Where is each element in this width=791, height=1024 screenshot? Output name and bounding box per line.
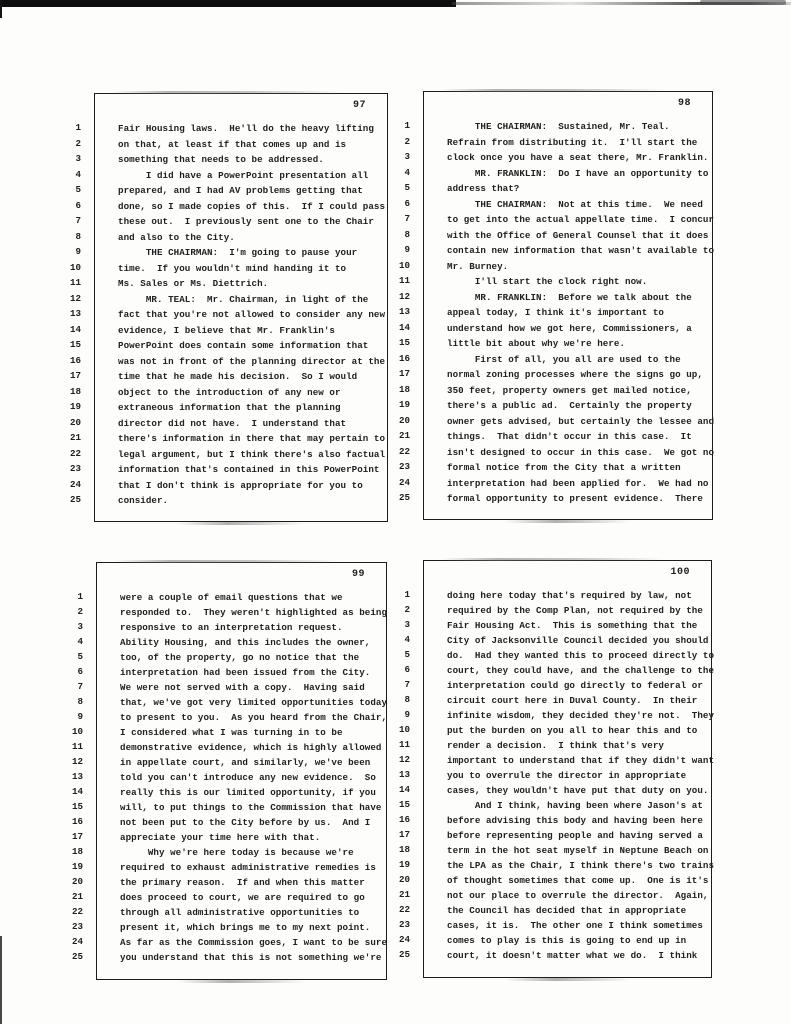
transcript-line: do. Had they wanted this to proceed directly to — [447, 650, 715, 661]
line-number: 10 — [71, 726, 83, 737]
line-number: 8 — [75, 230, 81, 242]
line-number: 25 — [398, 949, 410, 960]
transcript-line: to present to you. As you heard from the Chair, — [120, 712, 388, 723]
line-number: 19 — [398, 859, 410, 870]
transcript-line: legal argument, but I think there's also factual — [118, 448, 386, 460]
scan-artifact-top-bar — [0, 0, 456, 7]
transcript-line: isn't designed to occur in this case. We got no — [447, 446, 715, 458]
line-number: 25 — [69, 494, 81, 505]
transcript-line: appreciate your time here with that. — [120, 832, 321, 843]
line-number: 16 — [69, 354, 81, 366]
transcript-line: not been put to the City before by us. And I — [120, 817, 371, 828]
transcript-line: of thought sometimes that come up. One is it's — [447, 875, 709, 886]
transcript-line: and also to the City. — [118, 231, 235, 243]
line-number: 9 — [404, 709, 410, 720]
line-number: 1 — [404, 120, 410, 131]
transcript-line: not our place to overrule the director. Again, — [447, 890, 709, 901]
line-number: 15 — [398, 337, 410, 348]
transcript-line: Fair Housing laws. He'll do the heavy lifting — [118, 123, 374, 134]
transcript-line: court, it doesn't matter what we do. I think — [447, 950, 698, 961]
transcript-line: comes to play is this is going to end up in — [447, 935, 687, 946]
line-number: 2 — [77, 606, 83, 617]
line-number: 25 — [71, 951, 83, 962]
line-number: 4 — [75, 168, 81, 180]
transcript-line: were a couple of email questions that we — [120, 592, 343, 603]
transcript-line: information that's contained in this PowerPoint — [118, 464, 380, 475]
transcript-line: interpretation had been applied for. We had no — [447, 477, 709, 489]
line-number: 20 — [398, 414, 410, 426]
transcript-line: 350 feet, property owners get mailed notice, — [447, 384, 692, 396]
line-number: 6 — [404, 664, 410, 675]
transcript-line: infinite wisdom, they decided they're not. They — [447, 710, 715, 721]
transcript-line: interpretation could go directly to federal or — [447, 680, 703, 691]
transcript-line: the LPA as the Chair, I think there's two trains — [447, 860, 715, 871]
transcript-line: the primary reason. If and when this matter — [120, 877, 365, 888]
line-number: 20 — [69, 416, 81, 428]
transcript-line: too, of the property, go no notice that the — [120, 652, 360, 663]
line-number: 4 — [77, 636, 83, 647]
line-number: 11 — [398, 739, 410, 750]
transcript-line: on that, at least if that comes up and is — [118, 138, 347, 150]
transcript-line: doing here today that's required by law, not — [447, 590, 692, 601]
line-number: 4 — [404, 166, 410, 178]
transcript-line: consider. — [118, 495, 169, 506]
line-number: 18 — [71, 846, 83, 857]
transcript-line: that I don't think is appropriate for you to — [118, 479, 363, 491]
line-number: 1 — [404, 589, 410, 600]
line-number: 10 — [398, 724, 410, 735]
transcript-line: to get into the actual appellate time. I concur — [447, 214, 715, 225]
line-number: 9 — [77, 711, 83, 722]
transcript-page-frame — [423, 91, 713, 520]
transcript-line: put the burden on you all to hear this and to — [447, 725, 698, 736]
transcript-line: you understand that this is not something we're — [120, 952, 382, 963]
transcript-line: court, they could have, and the challenge to the — [447, 665, 715, 676]
transcript-line: director did not have. I understand that — [118, 417, 347, 429]
line-number: 5 — [404, 649, 410, 660]
transcript-line: THE CHAIRMAN: I'm going to pause your — [118, 247, 358, 258]
line-number: 2 — [404, 604, 410, 615]
line-number: 8 — [404, 694, 410, 705]
transcript-line: As far as the Commission goes, I want to be sure — [120, 937, 388, 948]
line-number: 13 — [69, 308, 81, 319]
line-number: 18 — [398, 383, 410, 395]
transcript-line: extraneous information that the planning — [118, 402, 341, 413]
page-number: 98 — [677, 98, 691, 109]
line-number: 23 — [398, 461, 410, 472]
transcript-line: in appellate court, and similarly, we've been — [120, 757, 371, 768]
transcript-line: you to overrule the director in appropriate — [447, 770, 687, 781]
line-number: 1 — [77, 591, 83, 602]
transcript-line: prepared, and I had AV problems getting that — [118, 185, 363, 196]
line-number: 2 — [404, 135, 410, 147]
page-number: 100 — [670, 567, 690, 578]
transcript-line: responsive to an interpretation request. — [120, 622, 343, 633]
line-number: 5 — [404, 182, 410, 193]
line-number: 24 — [69, 478, 81, 490]
transcript-line: important to understand that if they didn't want — [447, 755, 715, 766]
transcript-line: Why we're here today is because we're — [120, 847, 354, 858]
line-number: 17 — [69, 370, 81, 381]
transcript-text-block — [447, 119, 715, 507]
transcript-line: Fair Housing Act. This is something that the — [447, 620, 698, 631]
line-number-gutter — [68, 120, 81, 508]
transcript-line: Ability Housing, and this includes the owner, — [120, 637, 371, 648]
line-number: 25 — [398, 492, 410, 503]
transcript-line: THE CHAIRMAN: Sustained, Mr. Teal. — [447, 121, 670, 132]
line-number: 16 — [71, 816, 83, 827]
transcript-line: appeal today, I think it's important to — [447, 307, 664, 318]
transcript-line: object to the introduction of any new or — [118, 386, 341, 398]
line-number: 1 — [75, 122, 81, 133]
line-number-gutter — [397, 587, 410, 962]
transcript-line: MR. FRANKLIN: Before we talk about the — [447, 291, 692, 303]
line-number: 9 — [75, 246, 81, 257]
line-number: 4 — [404, 634, 410, 645]
transcript-line: really this is our limited opportunity, if you — [120, 787, 376, 798]
transcript-line: there's a public ad. Certainly the property — [447, 400, 692, 411]
line-number: 6 — [75, 199, 81, 211]
line-number: 17 — [71, 831, 83, 842]
transcript-line: contain new information that wasn't available to — [447, 245, 715, 256]
transcript-line: I did have a PowerPoint presentation all — [118, 169, 369, 181]
line-number: 20 — [71, 876, 83, 887]
transcript-line: interpretation had been issued from the City. — [120, 667, 371, 678]
line-number: 13 — [71, 771, 83, 782]
line-number: 12 — [398, 290, 410, 302]
line-number: 14 — [398, 784, 410, 795]
line-number: 16 — [398, 814, 410, 825]
line-number: 9 — [404, 244, 410, 255]
transcript-line: little bit about why we're here. — [447, 338, 626, 349]
line-number: 3 — [404, 151, 410, 162]
line-number: 22 — [71, 906, 83, 917]
transcript-line: present it, which brings me to my next point. — [120, 922, 371, 933]
transcript-line: PowerPoint does contain some information that — [118, 340, 369, 351]
line-number: 18 — [398, 844, 410, 855]
transcript-line: Ms. Sales or Ms. Diettrich. — [118, 278, 269, 289]
transcript-line: MR. TEAL: Mr. Chairman, in light of the — [118, 293, 369, 305]
transcript-line: City of Jacksonville Council decided you should — [447, 635, 709, 646]
transcript-line: things. That didn't occur in this case. It — [447, 431, 692, 442]
line-number: 2 — [75, 137, 81, 149]
transcript-line: something that needs to be addressed. — [118, 154, 324, 165]
line-number-gutter — [397, 118, 410, 506]
transcript-line: I'll start the clock right now. — [447, 276, 648, 287]
transcript-line: I considered what I was turning in to be — [120, 727, 343, 738]
line-number: 19 — [69, 401, 81, 412]
scan-artifact-left-line — [0, 936, 2, 1024]
transcript-page-frame — [96, 562, 387, 980]
line-number: 24 — [398, 934, 410, 945]
transcript-line: demonstrative evidence, which is highly allowed — [120, 742, 382, 753]
line-number: 10 — [69, 261, 81, 273]
line-number: 12 — [398, 754, 410, 765]
line-number: 17 — [398, 829, 410, 840]
line-number: 18 — [69, 385, 81, 397]
transcript-line: normal zoning processes where the signs go up, — [447, 369, 703, 380]
line-number: 11 — [71, 741, 83, 752]
line-number: 21 — [69, 432, 81, 443]
line-number: 13 — [398, 306, 410, 317]
line-number: 10 — [398, 259, 410, 271]
line-number: 12 — [71, 756, 83, 767]
line-number: 11 — [398, 275, 410, 286]
line-number: 15 — [69, 339, 81, 350]
line-number: 21 — [398, 430, 410, 441]
scan-artifact-left-tick — [0, 0, 2, 18]
transcript-line: term in the hot seat myself in Neptune Beach on — [447, 845, 709, 856]
transcript-line: through all administrative opportunities to — [120, 907, 360, 918]
transcript-line: that, we've got very limited opportunities today — [120, 697, 388, 708]
transcript-line: THE CHAIRMAN: Not at this time. We need — [447, 198, 703, 210]
line-number: 3 — [75, 153, 81, 164]
transcript-line: time that he made his decision. So I would — [118, 371, 358, 382]
transcript-line: there's information in there that may pertain to — [118, 433, 386, 444]
transcript-line: address that? — [447, 183, 520, 194]
transcript-line: the Council has decided that in appropriate — [447, 905, 687, 916]
transcript-line: does proceed to court, we are required to go — [120, 892, 365, 903]
page-number: 99 — [351, 569, 365, 580]
line-number: 3 — [77, 621, 83, 632]
line-number: 21 — [71, 891, 83, 902]
transcript-line: will, to put things to the Commission that have — [120, 802, 382, 813]
line-number: 22 — [398, 904, 410, 915]
line-number: 7 — [77, 681, 83, 692]
transcript-line: was not in front of the planning director at the — [118, 355, 386, 367]
line-number: 21 — [398, 889, 410, 900]
line-number: 14 — [69, 323, 81, 335]
transcript-line: MR. FRANKLIN: Do I have an opportunity to — [447, 167, 709, 179]
transcript-line: render a decision. I think that's very — [447, 740, 664, 751]
line-number: 19 — [71, 861, 83, 872]
transcript-line: cases, it is. The other one I think sometimes — [447, 920, 703, 931]
transcript-line: understand how we got here, Commissioners, a — [447, 322, 692, 334]
transcript-text-block — [447, 588, 715, 963]
line-number: 24 — [71, 936, 83, 947]
line-number: 5 — [77, 651, 83, 662]
transcript-line: circuit court here in Duval County. In their — [447, 695, 698, 706]
transcript-text-block — [120, 590, 386, 965]
transcript-line: owner gets advised, but certainly the lessee and — [447, 415, 715, 427]
transcript-line: told you can't introduce any new evidence. So — [120, 772, 376, 783]
transcript-line: And I think, having been where Jason's at — [447, 800, 703, 811]
transcript-line: First of all, you all are used to the — [447, 353, 681, 365]
line-number: 3 — [404, 619, 410, 630]
transcript-line: required to exhaust administrative remedies is — [120, 862, 376, 873]
transcript-line: done, so I made copies of this. If I could pass — [118, 200, 386, 212]
page-number: 97 — [352, 100, 366, 111]
line-number: 23 — [398, 919, 410, 930]
transcript-line: required by the Comp Plan, not required by the — [447, 605, 703, 616]
transcript-line: before representing people and having served a — [447, 830, 703, 841]
transcript-line: with the Office of General Counsel that it does — [447, 229, 709, 241]
line-number: 7 — [75, 215, 81, 226]
transcript-line: Refrain from distributing it. I'll start the — [447, 136, 698, 148]
line-number: 19 — [398, 399, 410, 410]
line-number: 14 — [398, 321, 410, 333]
line-number: 8 — [404, 228, 410, 240]
line-number: 22 — [398, 445, 410, 457]
scan-artifact-top-right-smudge — [700, 0, 786, 5]
line-number: 6 — [404, 197, 410, 209]
transcript-line: formal notice from the City that a written — [447, 462, 681, 473]
line-number: 8 — [77, 696, 83, 707]
transcript-line: Mr. Burney. — [447, 260, 509, 272]
transcript-line: these out. I previously sent one to the Chair — [118, 216, 374, 227]
transcript-line: We were not served with a copy. Having said — [120, 682, 365, 693]
line-number: 17 — [398, 368, 410, 379]
line-number: 7 — [404, 213, 410, 224]
transcript-line: fact that you're not allowed to consider any new — [118, 309, 386, 320]
line-number: 20 — [398, 874, 410, 885]
line-number: 13 — [398, 769, 410, 780]
transcript-line: cases, they wouldn't have put that duty on you. — [447, 785, 709, 796]
line-number: 15 — [71, 801, 83, 812]
line-number: 7 — [404, 679, 410, 690]
line-number: 23 — [71, 921, 83, 932]
line-number: 15 — [398, 799, 410, 810]
transcript-page-frame — [94, 93, 388, 522]
line-number: 6 — [77, 666, 83, 677]
line-number: 14 — [71, 786, 83, 797]
transcript-text-block — [118, 121, 387, 509]
line-number: 5 — [75, 184, 81, 195]
transcript-line: time. If you wouldn't mind handing it to — [118, 262, 347, 274]
line-number: 16 — [398, 352, 410, 364]
line-number: 12 — [69, 292, 81, 304]
transcript-line: responded to. They weren't highlighted as being — [120, 607, 388, 618]
line-number-gutter — [70, 589, 83, 964]
transcript-line: evidence, I believe that Mr. Franklin's — [118, 324, 335, 336]
line-number: 22 — [69, 447, 81, 459]
transcript-line: before advising this body and having been here — [447, 815, 703, 826]
transcript-line: formal opportunity to present evidence. There — [447, 493, 703, 504]
line-number: 11 — [69, 277, 81, 288]
transcript-page-frame — [423, 560, 715, 978]
line-number: 24 — [398, 476, 410, 488]
line-number: 23 — [69, 463, 81, 474]
transcript-line: clock once you have a seat there, Mr. Franklin. — [447, 152, 709, 163]
